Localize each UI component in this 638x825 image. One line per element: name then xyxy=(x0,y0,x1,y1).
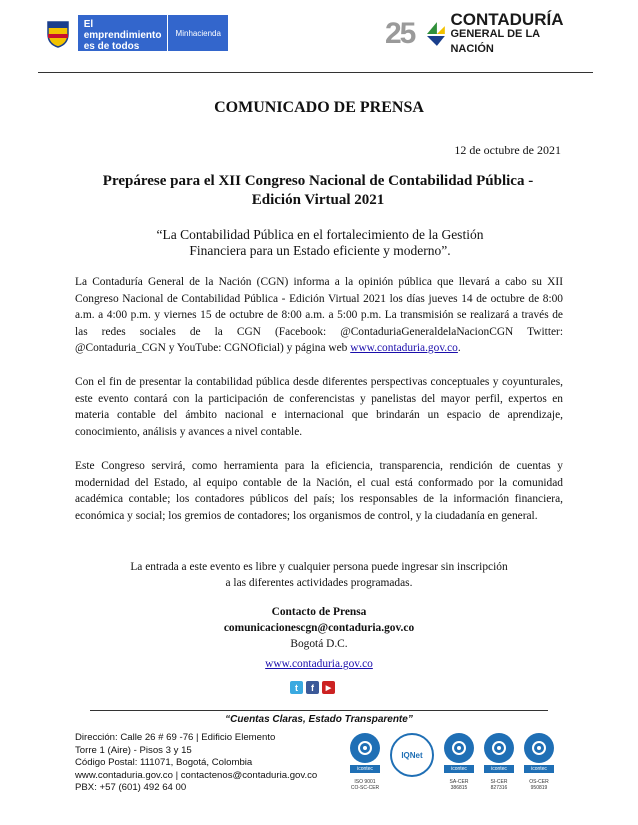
entry-line-1: La entrada a este evento es libre y cualquier persona puede ingresar sin inscripción xyxy=(130,561,508,573)
quote-line-2: Financiera para un Estado eficiente y moderno”. xyxy=(189,243,451,258)
paragraph-1-text: La Contaduría General de la Nación (CGN) informa a la opinión pública que llevará a cabo su XII Congreso Nacional de Contabilidad Pública - Edición Virtual 2021 los días jueves 14 de octubre de 8:00 a.m. a 4:00 p.m. y viernes 15 de octubre de 8:00 a.m. a 5:00 p.m. La transmisión se realizará a través de las redes sociales de la CGN (Facebook: @ContaduriaGeneraldelaNacionCGN Twitter: @Contaduria_CGN y YouTube: CGNOficial) y página web xyxy=(75,276,563,354)
footer-address xyxy=(75,732,317,795)
cgn-mark-icon xyxy=(425,20,447,48)
event-slogan-quote xyxy=(130,227,510,259)
cert-code: OS-CER 950819 xyxy=(529,779,549,791)
cert-code: ISO 9001 CO-SC-CER xyxy=(350,779,380,791)
document-date: 12 de octubre de 2021 xyxy=(454,143,561,157)
footer-slogan: “Cuentas Claras, Estado Transparente” xyxy=(225,714,413,725)
contact-city: Bogotá D.C. xyxy=(290,638,348,650)
footer-line-5: PBX: +57 (601) 492 64 00 xyxy=(75,782,187,794)
cert-label: icontec xyxy=(444,765,474,773)
footer-line-1: Dirección: Calle 26 # 69 -76 | Edificio Elemento xyxy=(75,732,276,743)
quote-line-1: “La Contabilidad Pública en el fortalecimiento de la Gestión xyxy=(156,227,484,242)
cert-icontec-2 xyxy=(444,733,474,791)
cgn-anniversary: 25 xyxy=(385,17,415,50)
cgn-name: CONTADURÍA xyxy=(450,9,564,29)
facebook-icon[interactable]: f xyxy=(306,681,319,694)
website-link[interactable]: www.contaduria.gov.co xyxy=(350,342,458,354)
headline-line-1: Prepárese para el XII Congreso Nacional de Contabilidad Pública - xyxy=(102,173,534,189)
certification-icon xyxy=(484,733,514,763)
document-title: COMUNICADO DE PRENSA xyxy=(214,99,424,116)
gov-ministry: Minhacienda xyxy=(168,15,228,51)
cert-code: SA-CER 386815 xyxy=(449,779,469,791)
certification-icon xyxy=(524,733,554,763)
headline xyxy=(100,172,536,210)
paragraph-1-end: . xyxy=(457,342,461,354)
contact-email[interactable]: comunicacionescgn@contaduria.gov.co xyxy=(223,622,415,634)
cert-label: icontec xyxy=(350,765,380,773)
cert-code: SI-CER 827316 xyxy=(490,779,508,791)
cert-icontec-3 xyxy=(484,733,514,791)
cert-iqnet xyxy=(390,733,434,791)
social-icons xyxy=(290,681,335,694)
footer-line-4: www.contaduria.gov.co | contactenos@contaduria.gov.co xyxy=(75,769,318,781)
header-divider xyxy=(38,72,593,73)
cert-icontec-1 xyxy=(350,733,380,791)
footer-divider xyxy=(90,710,548,711)
footer-line-2: Torre 1 (Aire) - Pisos 3 y 15 xyxy=(75,744,192,756)
cert-icontec-4 xyxy=(524,733,554,791)
contact-website-link[interactable]: www.contaduria.gov.co xyxy=(265,658,373,670)
press-contact xyxy=(0,604,638,672)
paragraph-audience: Este Congreso servirá, como herramienta para la eficiencia, transparencia, rendición de cuentas y modernidad del Estado, al equipo contable de la Nación, el cual está conformado por la comunidad académica contable; los contadores públicos del país; los responsables de la información financiera, económica y social; los gremios de contadores; los organismos de control, y la ciudadanía en general. xyxy=(75,460,563,522)
gov-slogan: El emprendimiento es de todos xyxy=(78,15,168,51)
headline-line-2: Edición Virtual 2021 xyxy=(251,192,385,208)
cert-label: icontec xyxy=(484,765,514,773)
entry-line-2: a las diferentes actividades programadas. xyxy=(225,577,413,589)
certification-icon xyxy=(350,733,380,763)
twitter-icon[interactable]: t xyxy=(290,681,303,694)
footer-line-3: Código Postal: 111071, Bogotá, Colombia xyxy=(75,757,253,769)
iqnet-badge: IQNet xyxy=(390,733,434,777)
paragraph-announcement xyxy=(75,274,563,357)
entry-notice xyxy=(100,559,538,591)
youtube-icon[interactable]: ▶ xyxy=(322,681,335,694)
paragraph-purpose: Con el fin de presentar la contabilidad pública desde diferentes perspectivas conceptuales y coyunturales, este evento contará con la participación de conferencistas y panelistas del mayor perfil, expertos en materia contable del ámbito nacional e internacional que brindarán un espacio de aprendizaje, conocimiento, análisis y avances a nivel contable. xyxy=(75,376,563,438)
contact-title: Contacto de Prensa xyxy=(271,606,367,618)
cert-label: icontec xyxy=(524,765,554,773)
colombia-shield-icon xyxy=(38,15,78,51)
gov-logo xyxy=(38,15,228,51)
certification-icon xyxy=(444,733,474,763)
certification-logos xyxy=(350,733,554,791)
cgn-subname: GENERAL DE LA NACIÓN xyxy=(450,27,540,55)
cgn-logo xyxy=(385,9,585,55)
